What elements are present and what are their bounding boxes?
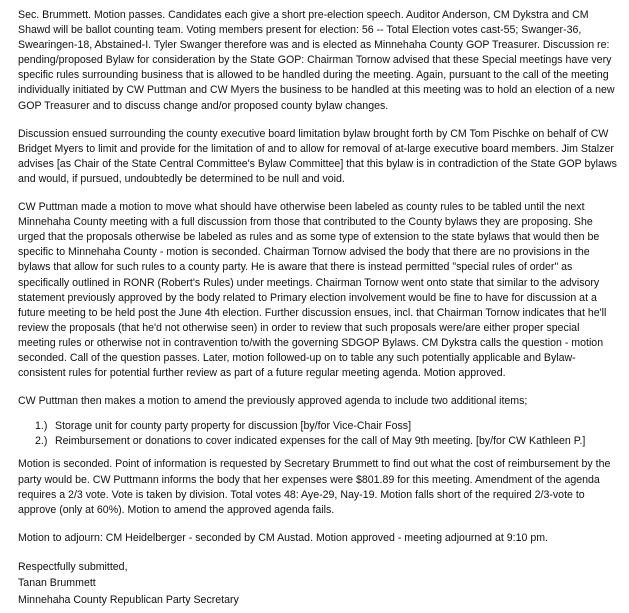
- closing-salutation: Respectfully submitted,: [18, 560, 128, 573]
- signer-name: Tanan Brummett: [18, 577, 96, 590]
- paragraph-puttman-motion: CW Puttman made a motion to move what should have otherwise been labeled as county rules to be tabled until the next Minnehaha County meeting with a full discussion from those that contributed to the County bylaws they are proposing. She urged that the proposals otherwise be labeled as rules and as some type of extension to the state bylaws that would then be specific to Minnehaha County - motion is seconded. Chairman Tornow advised the body that there are no provisions in the bylaws that allow for such rules to a county party. He is aware that there is instead permitted "special rules of order" as specifically outlined in RONR (Robert's Rules) under meetings. Chairman Tornow went onto state that similar to the advisory statement previously approved by the body related to Primary election involvement would be fine to have for discussion at a future meeting to be held post the June 4th election. Further discussion ensues, incl. that Chairman Tornow indicates that he'll review the proposals (that he'd not otherwise seen) in order to review that such proposals were/are either proper special meeting rules or otherwise not in contravention to/with the governing SDGOP Bylaws. CM Dykstra calls the question - motion seconded. Call of the question passes. Later, motion followed-up on to table any such potentially applicable and Bylaw-consistent rules for potential further review as part of a future regular meeting agenda. Motion approved.: [18, 201, 607, 380]
- paragraph-amend-agenda: CW Puttman then makes a motion to amend the previously approved agenda to include two additional items;: [18, 395, 528, 408]
- list-item: [35, 419, 618, 434]
- signer-title: Minnehaha County Republican Party Secretary: [18, 593, 239, 606]
- paragraph-bylaw-discussion: Discussion ensued surrounding the county executive board limitation bylaw brought forth by CM Tom Pischke on behalf of CW Bridget Myers to limit and provide for the limitation of and to allow for removal of at-large executive board members. Jim Stalzer advises [as Chair of the State Central Committee's Bylaw Committee] that this bylaw is in contradiction of the State GOP bylaws and would, if pursued, undoubtedly be determined to be null and void.: [18, 127, 617, 185]
- paragraph-adjourn: Motion to adjourn: CM Heidelberger - seconded by CM Austad. Motion approved - meeting adjourned at 9:10 pm.: [18, 531, 548, 544]
- paragraph-election: Sec. Brummett. Motion passes. Candidates each give a short pre-election speech. Auditor Anderson, CM Dykstra and CM Shawd will be ballot counting team. Voting members present for election: 56 -- Total Election votes cast-55; Swanger-36, Swearingen-18, Abstained-I. Tyler Swanger therefore was and is elected as Minnehaha County GOP Treasurer. Discussion re: pending/proposed Bylaw for consideration by the State GOP: Chairman Tornow advised that these Special meetings have very specific rules surrounding business that is allowed to be handled during the meeting. Again, pursuant to the call of the meeting individually initiated by CW Puttman and CW Myers the business to be handled at this meeting was to hold an election of a new GOP Treasurer and to discuss change and/or proposed county bylaw changes.: [18, 9, 615, 112]
- list-item-text: Reimbursement or donations to cover indicated expenses for the call of May 9th meeting. [by/for CW Kathleen P.]: [55, 435, 586, 448]
- list-item-number: 2.): [35, 435, 48, 448]
- paragraph-amendment-vote: Motion is seconded. Point of information is requested by Secretary Brummett to find out what the cost of reimbursement by the party would be. CW Puttmann informs the body that her expenses were $801.89 for this meeting. Amendment of the agenda requires a 2/3 vote. Vote is taken by division. Total votes 48: Aye-29, Nay-19. Motion falls short of the required 2/3-vote to approve (only at 60%). Motion to amend the approved agenda fails.: [18, 458, 611, 516]
- list-item-number: 1.): [35, 420, 48, 433]
- signature-block: [18, 559, 618, 609]
- list-item-text: Storage unit for county party property for discussion [by/for Vice-Chair Foss]: [55, 420, 412, 433]
- agenda-items-list: [18, 419, 618, 449]
- document-page: [18, 8, 618, 608]
- list-item: [35, 434, 618, 449]
